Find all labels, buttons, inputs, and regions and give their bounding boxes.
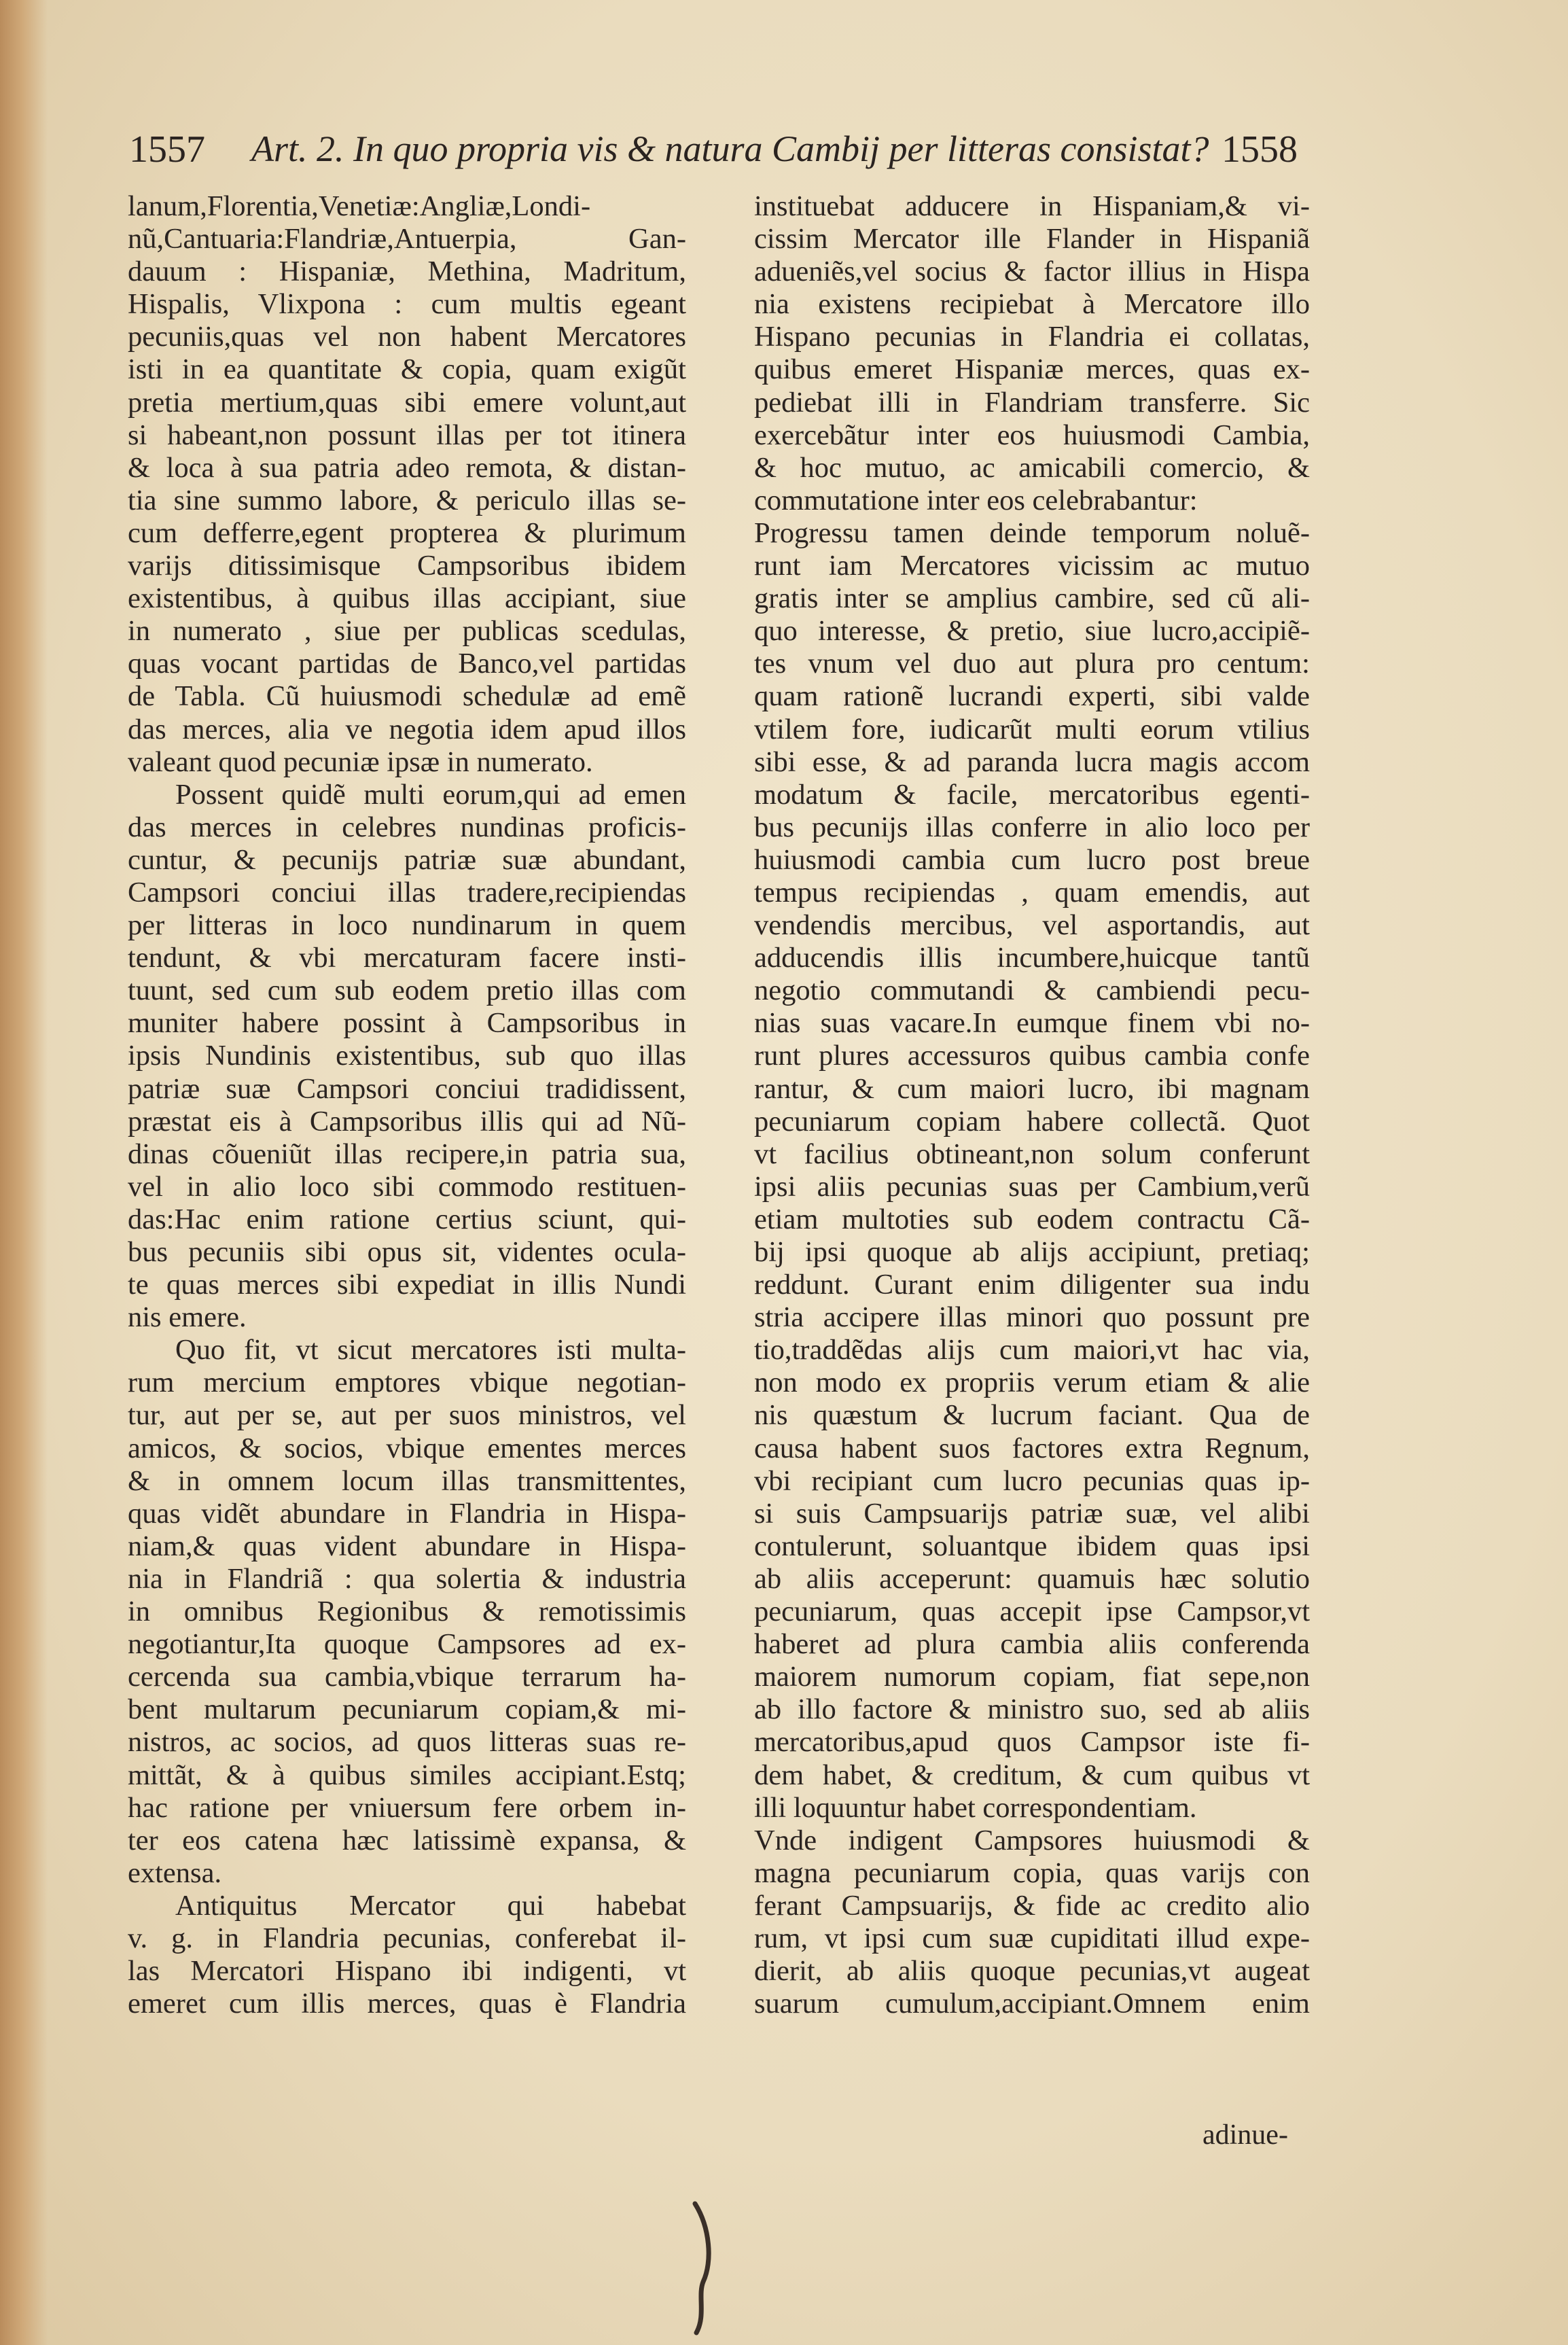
text-line: pretia mertium,quas sibi emere volunt,aut — [128, 386, 686, 419]
running-head — [129, 128, 1298, 182]
text-line: & in omnem locum illas transmittentes, — [128, 1464, 686, 1497]
text-line: tuunt, sed cum sub eodem pretio illas com — [128, 974, 686, 1007]
text-line: quas vidẽt abundare in Flandria in Hispa- — [128, 1497, 686, 1530]
text-line: Possent quidẽ multi eorum,qui ad emen — [175, 778, 686, 811]
left-text-column — [128, 190, 686, 2020]
text-line: ipsis Nundinis existentibus, sub quo illas — [128, 1040, 686, 1072]
text-line: cercenda sua cambia,vbique terrarum ha- — [128, 1661, 686, 1693]
text-line: magna pecuniarum copia, quas varijs con — [754, 1856, 1310, 1889]
text-line: amicos, & socios, vbique ementes merces — [128, 1432, 686, 1464]
text-line: das merces, alia ve negotia idem apud illos — [128, 713, 686, 745]
text-line: tia sine summo labore, & periculo illas se- — [128, 484, 686, 516]
text-line: Progressu tamen deinde temporum noluẽ- — [754, 516, 1310, 549]
text-line: & hoc mutuo, ac amicabili comercio, & — [754, 451, 1310, 484]
text-line: quo interesse, & pretio, siue lucro,accipiẽ- — [754, 615, 1310, 648]
text-line: exercebãtur inter eos huiusmodi Cambia, — [754, 419, 1310, 451]
text-line: lanum,Florentia,Venetiæ:Angliæ,Londi- — [128, 190, 591, 222]
text-line: illi loquuntur habet correspondentiam. — [754, 1791, 1197, 1824]
text-line: in omnibus Regionibus & remotissimis — [128, 1595, 686, 1628]
text-line: si habeant,non possunt illas per tot itinera — [128, 419, 686, 451]
text-line: existentibus, à quibus illas accipiant, siue — [128, 582, 686, 615]
text-line: de Tabla. Cũ huiusmodi schedulæ ad emẽ — [128, 680, 686, 713]
text-line: dinas cõueniũt illas recipere,in patria sua, — [128, 1138, 686, 1170]
text-line: ab illo factore & ministro suo, sed ab aliis — [754, 1693, 1310, 1726]
text-line: cum defferre,egent propterea & plurimum — [128, 516, 686, 549]
text-line: instituebat adducere in Hispaniam,& vi- — [754, 190, 1310, 222]
page-number-left: 1557 — [129, 128, 205, 171]
text-line: stria accipere illas minori quo possunt pre — [754, 1301, 1310, 1334]
text-line: cissim Mercator ille Flander in Hispaniã — [754, 223, 1310, 255]
text-line: vtilem fore, iudicarũt multi eorum vtilius — [754, 713, 1310, 745]
text-line: quam rationẽ lucrandi experti, sibi valde — [754, 680, 1310, 713]
text-line: ter eos catena hæc latissimè expansa, & — [128, 1824, 686, 1856]
right-text-column — [754, 190, 1310, 2020]
text-line: te quas merces sibi expediat in illis Nundi — [128, 1269, 686, 1301]
text-line: nis emere. — [128, 1301, 247, 1334]
text-line: dauum : Hispaniæ, Methina, Madritum, — [128, 255, 686, 288]
text-line: cuntur, & pecunijs patriæ suæ abundant, — [128, 843, 686, 876]
text-line: patriæ suæ Campsori conciui tradidissent, — [128, 1072, 686, 1105]
text-line: ferant Campsuarijs, & fide ac credito alio — [754, 1889, 1310, 1922]
text-line: niam,& quas vident abundare in Hispa- — [128, 1530, 686, 1562]
ink-bracket-mark — [683, 2200, 724, 2336]
text-line: præstat eis à Campsoribus illis qui ad Nũ- — [128, 1105, 686, 1138]
text-line: Hispalis, Vlixpona : cum multis egeant — [128, 288, 686, 321]
text-line: rum mercium emptores vbique negotian- — [128, 1367, 686, 1399]
text-line: quas vocant partidas de Banco,vel partidas — [128, 648, 686, 680]
page-gutter-shadow — [0, 0, 48, 2345]
text-line: bus pecuniis sibi opus sit, videntes ocula- — [128, 1236, 686, 1268]
text-line: ab aliis acceperunt: quamuis hæc solutio — [754, 1562, 1310, 1595]
text-line: das merces in celebres nundinas proficis- — [128, 811, 686, 843]
text-line: extensa. — [128, 1856, 222, 1889]
text-line: non modo ex propriis verum etiam & alie — [754, 1367, 1310, 1399]
text-line: sibi esse, & ad paranda lucra magis accom — [754, 745, 1310, 778]
text-line: etiam multoties sub eodem contractu Cã- — [754, 1203, 1310, 1235]
text-line: quibus emeret Hispaniæ merces, quas ex- — [754, 353, 1310, 386]
text-line: hac ratione per vniuersum fere orbem in- — [128, 1791, 686, 1824]
text-line: reddunt. Curant enim diligenter sua indu — [754, 1269, 1310, 1301]
text-line: pecuniarum, quas accepit ipse Campsor,vt — [754, 1595, 1310, 1628]
text-line: vt facilius obtineant,non solum conferunt — [754, 1138, 1310, 1170]
catchword: adinue- — [1202, 2119, 1288, 2151]
text-line: ipsi aliis pecunias suas per Cambium,verũ — [754, 1170, 1310, 1203]
text-line: per litteras in loco nundinarum in quem — [128, 909, 686, 942]
text-line: negotio commutandi & cambiendi pecu- — [754, 974, 1310, 1007]
text-line: adducendis illis incumbere,huicque tantũ — [754, 942, 1310, 974]
running-title: Art. 2. In quo propria vis & natura Cambij per litteras consistat? — [251, 128, 1209, 169]
text-line: muniter habere possint à Campsoribus in — [128, 1007, 686, 1040]
text-line: bent multarum pecuniarum copiam,& mi- — [128, 1693, 686, 1726]
text-line: Vnde indigent Campsores huiusmodi & — [754, 1824, 1310, 1856]
text-line: nia in Flandriã : qua solertia & industria — [128, 1562, 686, 1595]
text-line: Quo fit, vt sicut mercatores isti multa- — [175, 1334, 686, 1367]
text-line: pecuniarum copiam habere collectã. Quot — [754, 1105, 1310, 1138]
text-line: tempus recipiendas , quam emendis, aut — [754, 876, 1310, 909]
text-line: mercatoribus,apud quos Campsor iste fi- — [754, 1726, 1310, 1759]
text-line: runt iam Mercatores vicissim ac mutuo — [754, 550, 1310, 582]
text-line: tes vnum vel duo aut plura pro centum: — [754, 648, 1310, 680]
text-line: varijs ditissimisque Campsoribus ibidem — [128, 550, 686, 582]
text-line: maiorem numorum copiam, fiat sepe,non — [754, 1661, 1310, 1693]
text-line: bij ipsi quoque ab alijs accipiunt, pretiaq; — [754, 1236, 1310, 1268]
text-line: Antiquitus Mercator qui habebat — [175, 1889, 686, 1922]
text-line: negotiantur,Ita quoque Campsores ad ex- — [128, 1628, 686, 1661]
text-line: emeret cum illis merces, quas è Flandria — [128, 1988, 686, 2020]
text-line: tur, aut per se, aut per suos ministros, vel — [128, 1399, 686, 1432]
text-line: nistros, ac socios, ad quos litteras suas re- — [128, 1726, 686, 1759]
text-line: nias suas vacare.In eumque finem vbi no- — [754, 1007, 1310, 1040]
text-line: valeant quod pecuniæ ipsæ in numerato. — [128, 745, 593, 778]
text-line: vendendis mercibus, vel asportandis, aut — [754, 909, 1310, 942]
text-line: si suis Campsuarijs patriæ suæ, vel alibi — [754, 1497, 1310, 1530]
text-line: vel in alio loco sibi commodo restituen- — [128, 1170, 686, 1203]
text-line: runt plures accessuros quibus cambia confe — [754, 1040, 1310, 1072]
text-line: modatum & facile, mercatoribus egenti- — [754, 778, 1310, 811]
text-line: & loca à sua patria adeo remota, & distan- — [128, 451, 686, 484]
text-line: rantur, & cum maiori lucro, ibi magnam — [754, 1072, 1310, 1105]
text-line: nia existens recipiebat à Mercatore illo — [754, 288, 1310, 321]
text-line: commutatione inter eos celebrabantur: — [754, 484, 1198, 516]
text-line: huiusmodi cambia cum lucro post breue — [754, 843, 1310, 876]
text-line: pecuniis,quas vel non habent Mercatores — [128, 321, 686, 353]
text-line: tio,traddẽdas alijs cum maiori,vt hac via, — [754, 1334, 1310, 1367]
text-line: v. g. in Flandria pecunias, conferebat il- — [128, 1922, 686, 1954]
page-number-right: 1558 — [1222, 128, 1298, 171]
text-line: in numerato , siue per publicas scedulas, — [128, 615, 686, 648]
text-line: dierit, ab aliis quoque pecunias,vt augeat — [754, 1955, 1310, 1988]
text-line: causa habent suos factores extra Regnum, — [754, 1432, 1310, 1464]
text-line: mittãt, & à quibus similes accipiant.Estq; — [128, 1759, 686, 1791]
text-line: isti in ea quantitate & copia, quam exigũt — [128, 353, 686, 386]
text-line: Campsori conciui illas tradere,recipiendas — [128, 876, 686, 909]
text-line: das:Hac enim ratione certius sciunt, qui- — [128, 1203, 686, 1235]
text-line: pediebat illi in Flandriam transferre. Sic — [754, 386, 1310, 419]
text-line: bus pecunijs illas conferre in alio loco per — [754, 811, 1310, 843]
text-line: nũ,Cantuaria:Flandriæ,Antuerpia, Gan- — [128, 223, 686, 255]
text-line: haberet ad plura cambia aliis conferenda — [754, 1628, 1310, 1661]
text-line: Hispano pecunias in Flandria ei collatas, — [754, 321, 1310, 353]
text-line: contulerunt, soluantque ibidem quas ipsi — [754, 1530, 1310, 1562]
text-line: suarum cumulum,accipiant.Omnem enim — [754, 1988, 1310, 2020]
text-line: rum, vt ipsi cum suæ cupiditati illud expe- — [754, 1922, 1310, 1954]
text-line: vbi recipiant cum lucro pecunias quas ip- — [754, 1464, 1310, 1497]
text-line: tendunt, & vbi mercaturam facere insti- — [128, 942, 686, 974]
text-line: gratis inter se amplius cambire, sed cũ ali- — [754, 582, 1310, 615]
text-line: las Mercatori Hispano ibi indigenti, vt — [128, 1955, 686, 1988]
text-line: dem habet, & creditum, & cum quibus vt — [754, 1759, 1310, 1791]
text-line: nis quæstum & lucrum faciant. Qua de — [754, 1399, 1310, 1432]
text-line: adueniẽs,vel socius & factor illius in Hispa — [754, 255, 1310, 288]
